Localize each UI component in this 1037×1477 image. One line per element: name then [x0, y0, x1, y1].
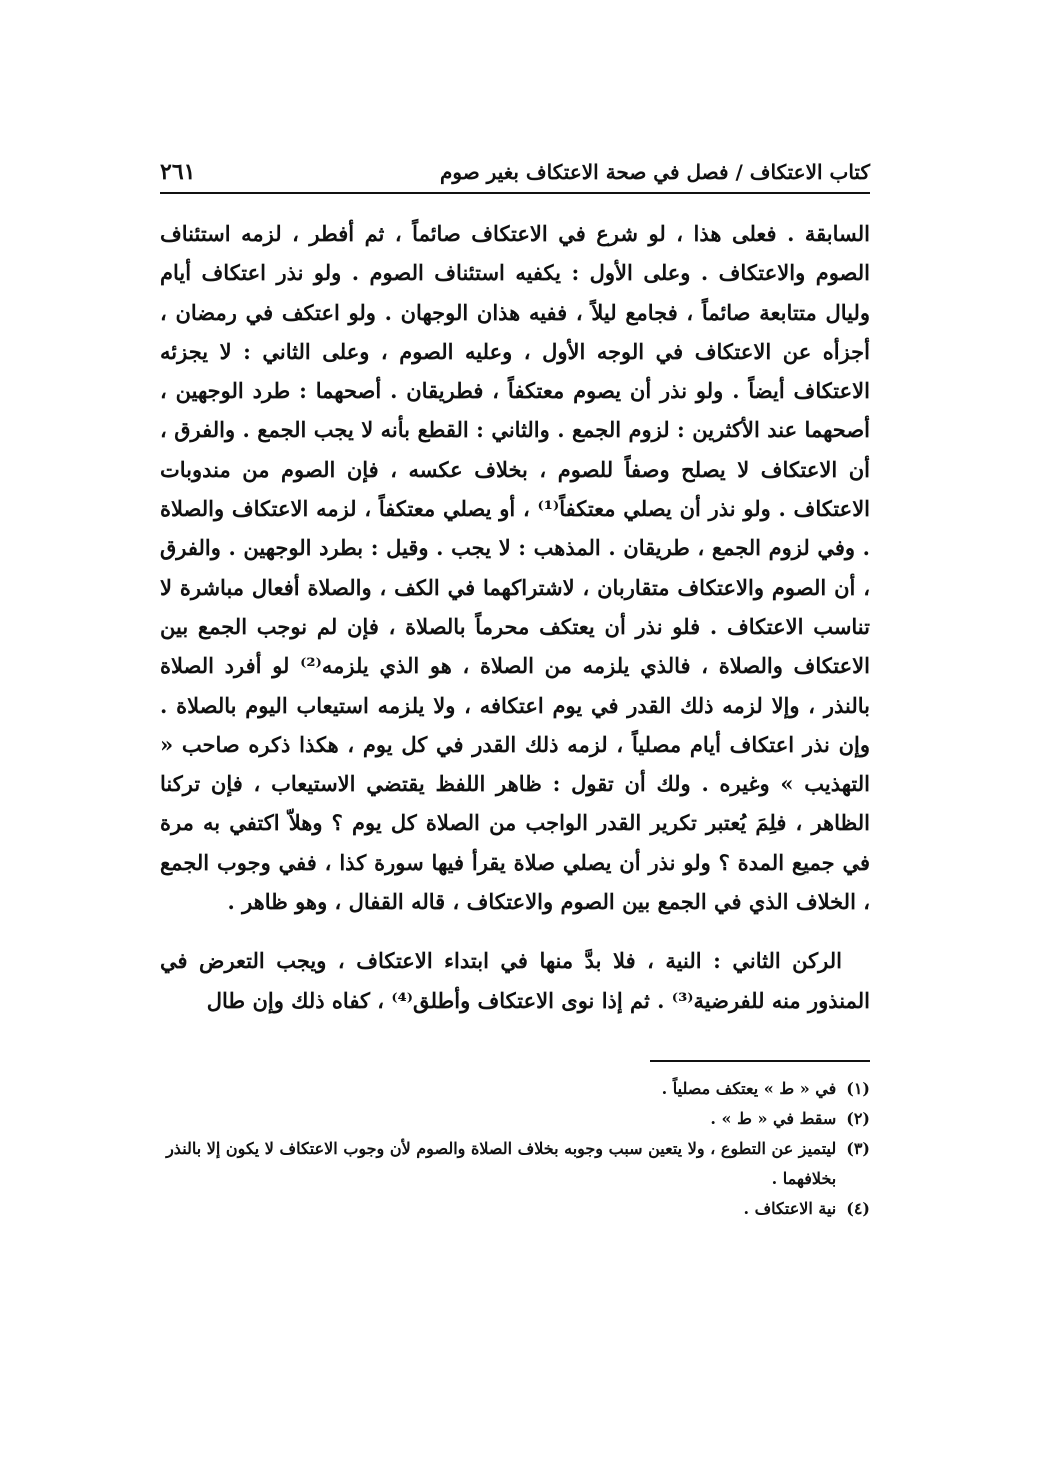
footnote-divider — [650, 1060, 870, 1062]
page-number: ٢٦١ — [160, 159, 196, 185]
footnote-1 — [160, 1074, 870, 1104]
footnote-text: في « ط » يعتكف مصلياً . — [661, 1078, 837, 1098]
footnote-3 — [160, 1134, 870, 1194]
footnote-number: (٤) — [846, 1198, 870, 1218]
footnote-text: ليتميز عن التطوع ، ولا يتعين سبب وجوبه بخلاف الصلاة والصوم لأن وجوب الاعتكاف لا يكون إلا بالنذر بخلافهما . — [166, 1138, 837, 1188]
paragraph-2: الركن الثاني : النية ، فلا بدَّ منها في ابتداء الاعتكاف ، ويجب التعرض في المنذور منه للفرضية⁽³⁾ . ثم إذا نوى الاعتكاف وأطلق⁽⁴⁾ ، كفاه ذلك وإن طال — [160, 948, 870, 1013]
footnote-4 — [160, 1194, 870, 1224]
book-page — [160, 148, 870, 1328]
running-header — [160, 148, 870, 194]
footnote-2 — [160, 1104, 870, 1134]
main-text — [160, 214, 870, 1020]
footnote-number: (١) — [846, 1078, 870, 1098]
header-title: كتاب الاعتكاف / فصل في صحة الاعتكاف بغير صوم — [440, 160, 870, 184]
footnote-number: (٣) — [846, 1138, 870, 1158]
paragraph-1: السابقة . فعلى هذا ، لو شرع في الاعتكاف صائماً ، ثم أفطر ، لزمه استئناف الصوم والاعتكاف . وعلى الأول : يكفيه استئناف الصوم . ولو نذر اعتكاف أيام وليال متتابعة صائماً ، فجامع ليلاً ، ففيه هذان الوجهان . ولو اعتكف في رمضان ، أجزأه عن الاعتكاف في الوجه الأول ، وعليه الصوم ، وعلى الثاني : لا يجزئه الاعتكاف أيضاً . ولو نذر أن يصوم معتكفاً ، فطريقان . أصحهما : طرد الوجهين ، أصحهما عند الأكثرين : لزوم الجمع . والثاني : القطع بأنه لا يجب الجمع . والفرق ، أن الاعتكاف لا يصلح وصفاً للصوم ، بخلاف عكسه ، فإن الصوم من مندوبات الاعتكاف . ولو نذر أن يصلي معتكفاً⁽¹⁾ ، أو يصلي معتكفاً ، لزمه الاعتكاف والصلاة . وفي لزوم الجمع ، طريقان . المذهب : لا يجب . وقيل : بطرد الوجهين . والفرق ، أن الصوم والاعتكاف متقاربان ، لاشتراكهما في الكف ، والصلاة أفعال مباشرة لا تناسب الاعتكاف . فلو نذر أن يعتكف محرماً بالصلاة ، فإن لم نوجب الجمع بين الاعتكاف والصلاة ، فالذي يلزمه من الصلاة ، هو الذي يلزمه⁽²⁾ لو أفرد الصلاة بالنذر ، وإلا لزمه ذلك القدر في يوم اعتكافه ، ولا يلزمه استيعاب اليوم بالصلاة . وإن نذر اعتكاف أيام مصلياً ، لزمه ذلك القدر في كل يوم ، هكذا ذكره صاحب « التهذيب » وغيره . ولك أن تقول : ظاهر اللفظ يقتضي الاستيعاب ، فإن تركنا الظاهر ، فلِمَ يُعتبر تكرير القدر الواجب من الصلاة كل يوم ؟ وهلاّ اكتفي به مرة في جميع المدة ؟ ولو نذر أن يصلي صلاة يقرأ فيها سورة كذا ، ففي وجوب الجمع ، الخلاف الذي في الجمع بين الصوم والاعتكاف ، قاله القفال ، وهو ظاهر . — [160, 221, 870, 915]
footnote-text: نية الاعتكاف . — [743, 1198, 837, 1218]
footnote-text: سقط في « ط » . — [710, 1108, 837, 1128]
footnotes — [160, 1074, 870, 1224]
footnote-number: (٢) — [846, 1108, 870, 1128]
